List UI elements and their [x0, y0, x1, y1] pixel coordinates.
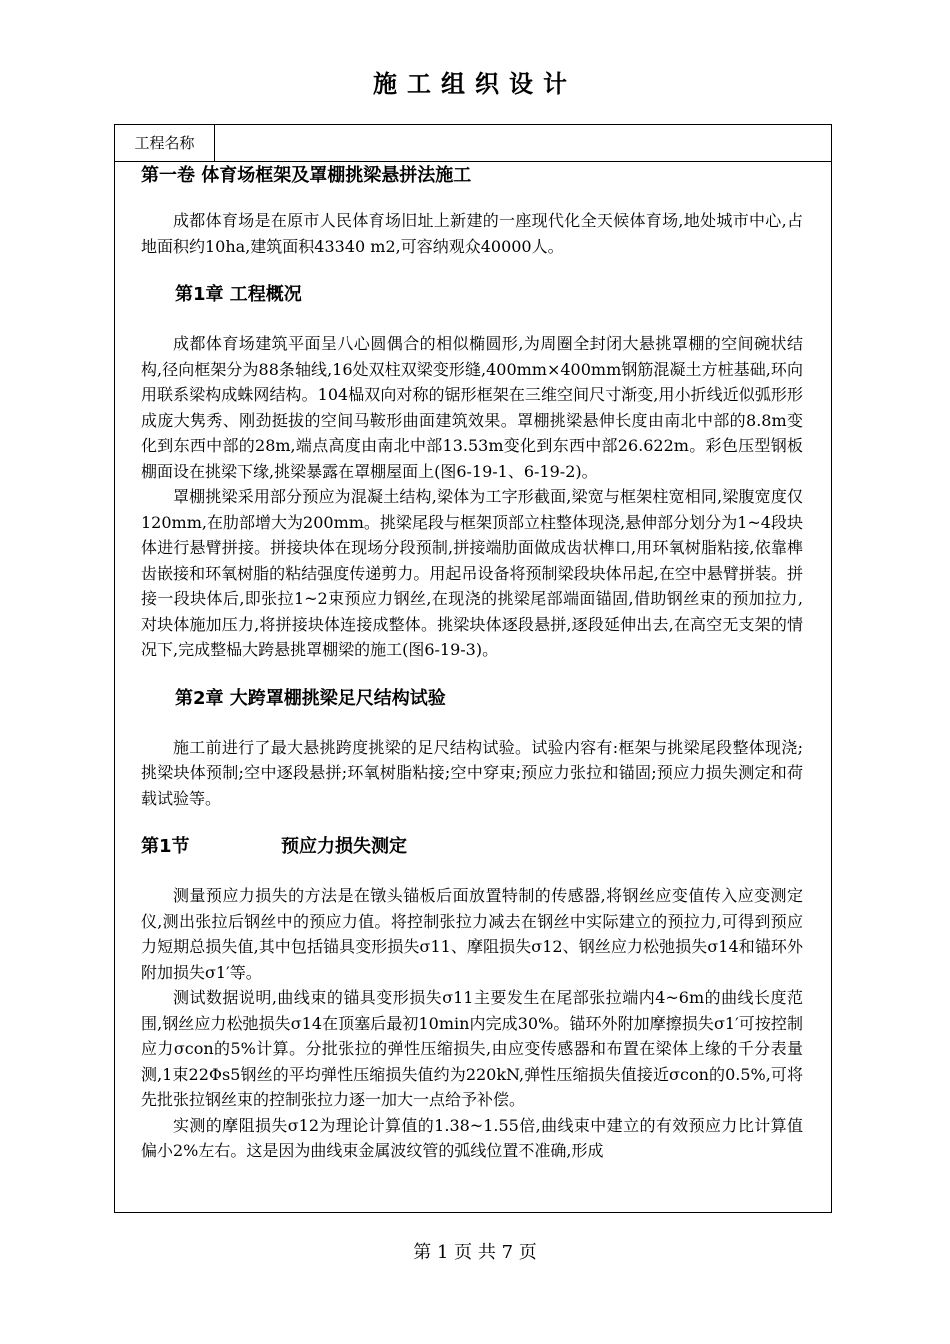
chapter-1-paragraph-1: 成都体育场建筑平面呈八心圆偶合的相似椭圆形,为周圈全封闭大悬挑罩棚的空间碗状结构,径向框架分为88条轴线,16处双柱双梁变形缝,400mm×400mm钢筋混凝土方桩基础,环向用联系梁构成蛛网结构。104榀双向对称的锯形框架在三维空间尺寸渐变,用小折线近似弧形形成庞大隽秀、刚劲挺拔的空间马鞍形曲面建筑效果。罩棚挑梁悬伸长度由南北中部的8.8m变化到东西中部的28m,端点高度由南北中部13.53m变化到东西中部26.622m。彩色压型钢板棚面设在挑梁下缘,挑梁暴露在罩棚屋面上(图6-19-1、6-19-2)。: [141, 334, 803, 481]
chapter-2-heading: 第2章 大跨罩棚挑梁足尺结构试验: [175, 687, 446, 709]
section-1-number: 第1节: [141, 836, 190, 857]
section-1-paragraph-3: 实测的摩阻损失σ12为理论计算值的1.38~1.55倍,曲线束中建立的有效预应力比计算值偏小2%左右。这是因为曲线束金属波纹管的弧线位置不准确,形成: [141, 1115, 803, 1160]
chapter-2-paragraph-1: 施工前进行了最大悬挑跨度挑梁的足尺结构试验。试验内容有:框架与挑梁尾段整体现浇;挑梁块体预制;空中逐段悬拼;环氧树脂粘接;空中穿束;预应力张拉和锚固;预应力损失测定和荷载试验等。: [141, 737, 803, 808]
intro-paragraph: 成都体育场是在原市人民体育场旧址上新建的一座现代化全天候体育场,地处城市中心,占地面积约10ha,建筑面积43340 m2,可容纳观众40000人。: [141, 211, 803, 256]
section-1-heading: [141, 834, 803, 860]
volume-heading: 第一卷 体育场框架及罩棚挑梁悬拼法施工: [141, 165, 472, 186]
section-1-paragraph-1: 测量预应力损失的方法是在镦头锚板后面放置特制的传感器,将钢丝应变值传入应变测定仪,测出张拉后钢丝中的预应力值。将控制张拉力减去在钢丝中实际建立的预拉力,可得到预应力短期总损失值,其中包括锚具变形损失σ11、摩阻损失σ12、钢丝应力松弛损失σ14和锚环外附加损失σ1′等。: [141, 886, 803, 982]
chapter-1-heading: 第1章 工程概况: [175, 284, 302, 305]
section-1-paragraph-2: 测试数据说明,曲线束的锚具变形损失σ11主要发生在尾部张拉端内4~6m的曲线长度范围,钢丝应力松弛损失σ14在顶塞后最初10min内完成30%。锚环外附加摩擦损失σ1′可按控制应力σcon的5%计算。分批张拉的弹性压缩损失,由应变传感器和布置在梁体上缘的千分表量测,1束22Φs5钢丝的平均弹性压缩损失值约为220kN,弹性压缩损失值接近σcon的0.5%,可将先批张拉钢丝束的控制张拉力逐一加大一点给予补偿。: [141, 988, 803, 1109]
form-frame: [114, 124, 832, 1213]
document-body: [115, 162, 831, 1212]
page-footer: 第 1 页 共 7 页: [413, 1242, 537, 1263]
project-name-label: 工程名称: [115, 125, 215, 161]
section-1-title: 预应力损失测定: [281, 836, 407, 857]
document-title: 施工组织设计: [373, 70, 577, 98]
chapter-1-paragraph-2: 罩棚挑梁采用部分预应为混凝土结构,梁体为工字形截面,梁宽与框架柱宽相同,梁腹宽度仅120mm,在肋部增大为200mm。挑梁尾段与框架顶部立柱整体现浇,悬伸部分划分为1~4段块体进行悬臂拼接。拼接块体在现场分段预制,拼接端肋面做成齿状榫口,用环氧树脂粘接,依靠榫齿嵌接和环氧树脂的粘结强度传递剪力。用起吊设备将预制梁段块体吊起,在空中悬臂拼装。拼接一段块体后,即张拉1~2束预应力钢丝,在现浇的挑梁尾部端面锚固,借助钢丝束的预加拉力,对块体施加压力,将拼接块体连接成整体。挑梁块体逐段悬拼,逐段延伸出去,在高空无支架的情况下,完成整榀大跨悬挑罩棚梁的施工(图6-19-3)。: [141, 487, 803, 659]
project-name-field[interactable]: [216, 125, 831, 161]
project-name-row: [115, 125, 831, 162]
